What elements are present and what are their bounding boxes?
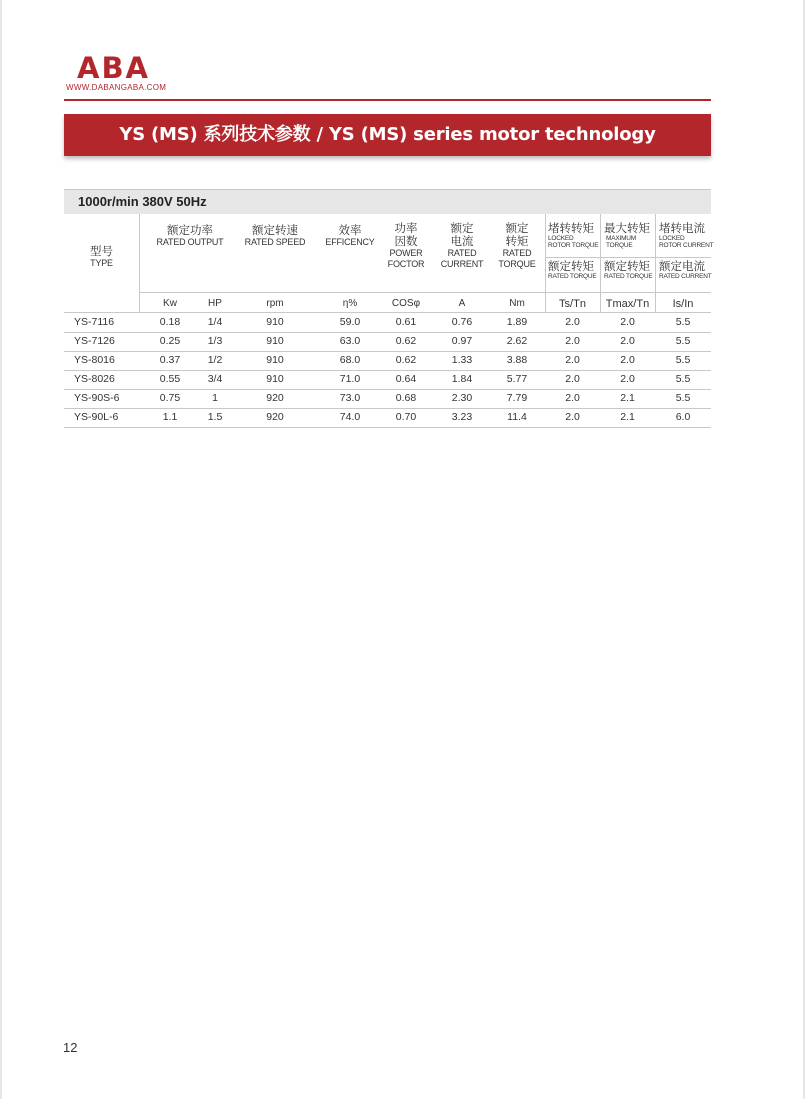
header-lt-sub-cn: 额定转矩: [548, 259, 594, 273]
cell-output-hp: 1/2: [207, 354, 223, 366]
header-mt-sub-cn: 额定转矩: [604, 259, 650, 273]
grid-line: [139, 292, 711, 293]
cell-tmax-tn: 2.0: [620, 316, 635, 328]
cell-output-kw: 1.1: [162, 411, 178, 423]
cell-efficiency: 71.0: [339, 373, 361, 385]
cell-ts-tn: 2.0: [565, 354, 580, 366]
cell-current: 1.84: [451, 373, 473, 385]
header-output-cn: 额定功率: [167, 223, 213, 237]
header-torque: [491, 222, 543, 270]
header-type-en: TYPE: [90, 258, 113, 268]
header-mt-en1: MAXIMUM: [606, 235, 637, 242]
cell-tmax-tn: 2.1: [620, 392, 635, 404]
unit-kw: Kw: [163, 298, 177, 309]
page-title: YS (MS) 系列技术参数 / YS (MS) series motor technology parameters: [119, 124, 656, 187]
cell-speed: 910: [266, 335, 284, 347]
header-type: [64, 245, 139, 269]
header-lc-en2: ROTOR CURRENT: [659, 242, 714, 249]
cell-torque: 2.62: [506, 335, 528, 347]
brand-website[interactable]: WWW.DABANGABA.COM: [66, 83, 167, 92]
header-pf-cn1: 功率: [394, 221, 418, 235]
cell-speed: 910: [266, 354, 284, 366]
header-mt-en2: TORQUE: [606, 242, 633, 249]
header-pf-en1: POWER: [389, 248, 423, 258]
header-lt-en2: ROTOR TORQUE: [548, 242, 599, 249]
header-locked-torque: [545, 222, 603, 249]
header-max-torque-sub: [601, 260, 659, 280]
unit-efficiency: η%: [342, 298, 358, 309]
cell-efficiency: 63.0: [339, 335, 361, 347]
condition-bar: [64, 189, 711, 214]
header-speed: [240, 224, 310, 248]
page-edge-left: [0, 0, 2, 1099]
unit-tmax-tn: Tmax/Tn: [605, 298, 650, 310]
cell-power-factor: 0.68: [395, 392, 417, 404]
cell-tmax-tn: 2.0: [620, 335, 635, 347]
header-type-cn: 型号: [90, 244, 113, 258]
cell-torque: 11.4: [507, 411, 527, 423]
cell-output-kw: 0.25: [159, 335, 181, 347]
cell-is-in: 5.5: [675, 335, 691, 347]
cell-tmax-tn: 2.0: [620, 373, 635, 385]
cell-ts-tn: 2.0: [565, 411, 580, 423]
cell-torque: 5.77: [506, 373, 528, 385]
header-lc-en1: LOCKED: [659, 235, 685, 242]
cell-power-factor: 0.70: [395, 411, 417, 423]
cell-type: YS-7126: [74, 335, 115, 347]
cell-type: YS-8016: [74, 354, 115, 366]
cell-output-hp: 3/4: [207, 373, 223, 385]
cell-is-in: 5.5: [675, 354, 691, 366]
cell-torque: 3.88: [506, 354, 528, 366]
cell-efficiency: 68.0: [339, 354, 361, 366]
header-speed-en: RATED SPEED: [244, 237, 306, 247]
cell-speed: 920: [266, 392, 284, 404]
header-current-en1: RATED: [447, 248, 477, 258]
cell-ts-tn: 2.0: [565, 373, 580, 385]
header-current-en2: CURRENT: [440, 259, 484, 269]
cell-output-hp: 1.5: [207, 411, 223, 423]
cell-current: 0.76: [451, 316, 473, 328]
cell-tmax-tn: 2.1: [620, 411, 635, 423]
cell-torque: 1.89: [506, 316, 528, 328]
header-current: [435, 222, 489, 270]
cell-efficiency: 59.0: [339, 316, 361, 328]
grid-line: [545, 257, 711, 258]
cell-speed: 910: [266, 373, 284, 385]
header-current-cn1: 额定: [450, 221, 474, 235]
header-efficiency-en: EFFICENCY: [325, 237, 375, 247]
header-locked-torque-sub: [545, 260, 603, 280]
cell-output-kw: 0.37: [159, 354, 181, 366]
header-locked-current: [656, 222, 714, 249]
header-locked-current-sub: [656, 260, 714, 280]
header-lt-cn: 堵转转矩: [548, 221, 594, 235]
cell-is-in: 5.5: [675, 373, 691, 385]
unit-nm: Nm: [509, 298, 525, 309]
cell-output-kw: 0.55: [159, 373, 181, 385]
header-torque-en1: RATED: [502, 248, 532, 258]
cell-current: 2.30: [451, 392, 473, 404]
cell-power-factor: 0.62: [395, 354, 417, 366]
brand-logo: ABA: [77, 51, 150, 85]
row-divider: [64, 427, 711, 428]
title-banner: [64, 114, 711, 187]
header-pf-en2: FOCTOR: [387, 259, 425, 269]
cell-ts-tn: 2.0: [565, 316, 580, 328]
header-lt-en1: LOCKED: [548, 235, 574, 242]
unit-hp: HP: [208, 298, 222, 309]
cell-speed: 910: [266, 316, 284, 328]
cell-ts-tn: 2.0: [565, 392, 580, 404]
cell-type: YS-90S-6: [74, 392, 120, 404]
header-efficiency-cn: 效率: [338, 223, 362, 237]
cell-ts-tn: 2.0: [565, 335, 580, 347]
cell-is-in: 6.0: [675, 411, 691, 423]
header-output: [140, 224, 240, 248]
header-power-factor: [380, 222, 432, 270]
cell-output-kw: 0.75: [159, 392, 181, 404]
header-lc-cn: 堵转电流: [659, 221, 705, 235]
header-current-cn2: 电流: [450, 234, 474, 248]
cell-type: YS-90L-6: [74, 411, 119, 423]
unit-cos: COSφ: [391, 298, 421, 309]
header-lt-sub-en: RATED TORQUE: [548, 273, 597, 280]
header-torque-en2: TORQUE: [498, 259, 536, 269]
header-mt-sub-en: RATED TORQUE: [604, 273, 653, 280]
unit-a: A: [458, 298, 466, 309]
header-lc-sub-cn: 额定电流: [659, 259, 705, 273]
cell-type: YS-8026: [74, 373, 115, 385]
header-pf-cn2: 因数: [394, 234, 418, 248]
unit-rpm: rpm: [266, 298, 284, 309]
page-number: 12: [63, 1040, 78, 1055]
condition-text: 1000r/min 380V 50Hz: [78, 194, 207, 209]
cell-type: YS-7116: [74, 316, 115, 328]
cell-is-in: 5.5: [675, 392, 691, 404]
header-max-torque: [601, 222, 659, 249]
header-torque-cn2: 转矩: [505, 234, 529, 248]
cell-is-in: 5.5: [675, 316, 691, 328]
cell-current: 3.23: [451, 411, 473, 423]
cell-output-hp: 1/4: [207, 316, 223, 328]
cell-efficiency: 74.0: [339, 411, 361, 423]
cell-current: 1.33: [451, 354, 473, 366]
cell-current: 0.97: [451, 335, 473, 347]
header-output-en: RATED OUTPUT: [156, 237, 224, 247]
header-speed-cn: 额定转速: [252, 223, 298, 237]
header-rule: [64, 99, 711, 101]
cell-speed: 920: [266, 411, 284, 423]
header-efficiency: [318, 224, 382, 248]
cell-power-factor: 0.64: [395, 373, 417, 385]
header-torque-cn1: 额定: [505, 221, 529, 235]
header-mt-cn: 最大转矩: [604, 221, 650, 235]
cell-tmax-tn: 2.0: [620, 354, 635, 366]
cell-power-factor: 0.61: [395, 316, 417, 328]
cell-torque: 7.79: [506, 392, 528, 404]
cell-efficiency: 73.0: [339, 392, 361, 404]
cell-output-hp: 1: [212, 392, 218, 404]
unit-ts-tn: Ts/Tn: [559, 298, 586, 310]
cell-power-factor: 0.62: [395, 335, 417, 347]
cell-output-hp: 1/3: [207, 335, 223, 347]
unit-is-in: Is/In: [672, 298, 694, 310]
header-lc-sub-en: RATED CURRENT: [659, 273, 712, 280]
cell-output-kw: 0.18: [159, 316, 181, 328]
